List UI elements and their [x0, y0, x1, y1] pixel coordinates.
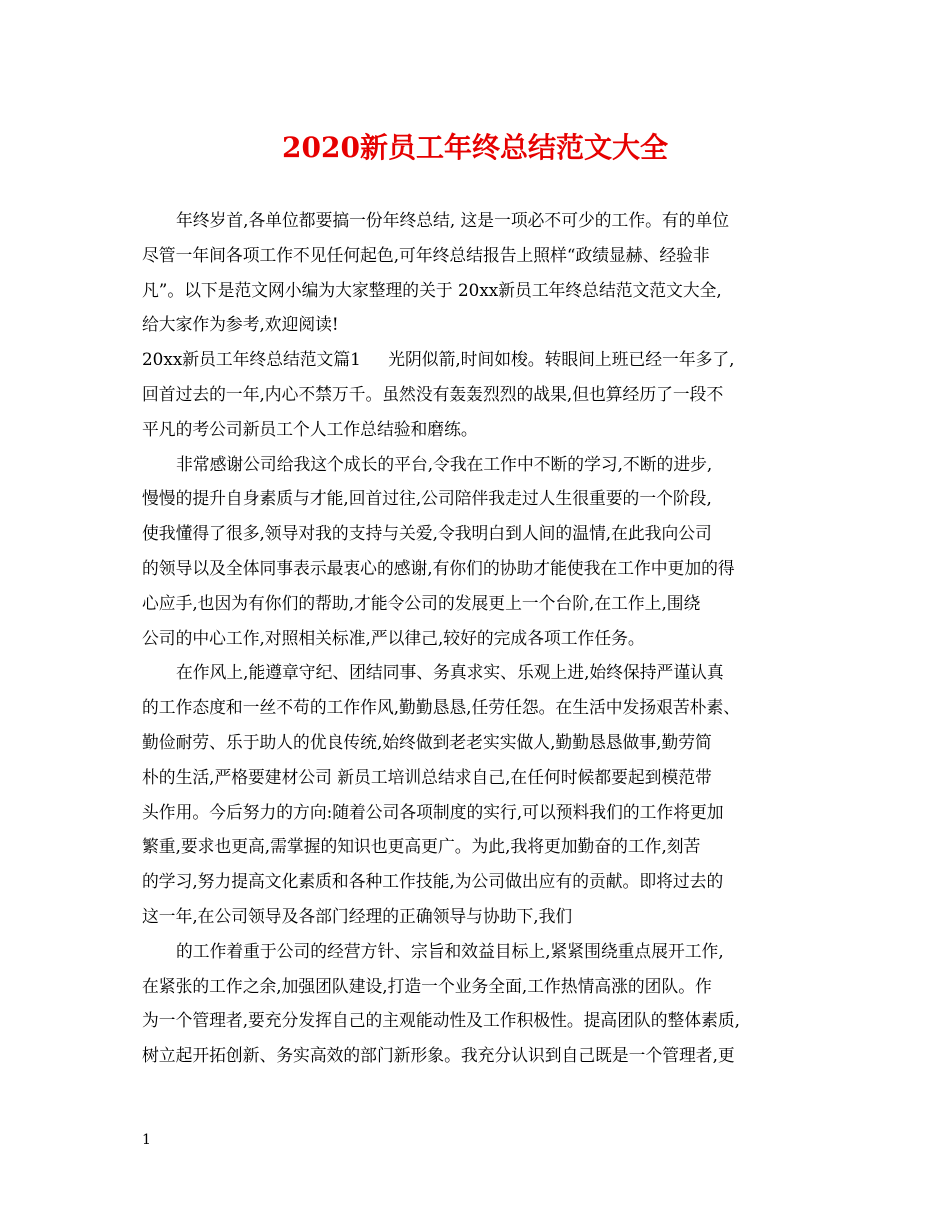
body-line: 勤俭耐劳、乐于助人的优良传统,始终做到老老实实做人,勤勤恳恳做事,勤劳简: [142, 731, 712, 752]
body-line: 尽管一年间各项工作不见任何起色,可年终总结报告上照样“政绩显赫、经验非: [142, 244, 710, 265]
document-body: [142, 203, 818, 1073]
body-line: 年终岁首,各单位都要搞一份年终总结, 这是一项必不可少的工作。有的单位: [176, 210, 730, 230]
page-number: 1: [142, 1132, 151, 1148]
body-line: 头作用。今后努力的方向:随着公司各项制度的实行,可以预料我们的工作将更加: [142, 801, 724, 822]
body-line: 的学习,努力提高文化素质和各种工作技能,为公司做出应有的贡献。即将过去的: [142, 871, 724, 892]
body-line: 给大家作为参考,欢迎阅读!: [142, 314, 339, 335]
body-line: 非常感谢公司给我这个成长的平台,令我在工作中不断的学习,不断的进步,: [176, 453, 713, 474]
body-line: 20xx新员工年终总结范文篇1 光阴似箭,时间如梭。转眼间上班已经一年多了,: [142, 349, 735, 370]
body-line: 心应手,也因为有你们的帮助,才能令公司的发展更上一个台阶,在工作上,围绕: [142, 592, 701, 613]
body-line: 回首过去的一年,内心不禁万千。虽然没有轰轰烈烈的战果,但也算经历了一段不: [142, 383, 724, 404]
body-line: 慢慢的提升自身素质与才能,回首过往,公司陪伴我走过人生很重要的一个阶段,: [142, 488, 712, 509]
body-line: 使我懂得了很多,领导对我的支持与关爱,令我明白到人间的温情,在此我向公司: [142, 523, 712, 544]
body-line: 平凡的考公司新员工个人工作总结验和磨练。: [142, 418, 478, 439]
document-title: 2020新员工年终总结范文大全: [282, 131, 668, 164]
body-line: 为一个管理者,要充分发挥自己的主观能动性及工作积极性。提高团队的整体素质,: [142, 1010, 741, 1031]
body-line: 的领导以及全体同事表示最衷心的感谢,有你们的协助才能使我在工作中更加的得: [142, 557, 735, 578]
body-line: 的工作着重于公司的经营方针、宗旨和效益目标上,紧紧围绕重点展开工作,: [176, 940, 724, 961]
body-line: 树立起开拓创新、务实高效的部门新形象。我充分认识到自己既是一个管理者,更: [142, 1045, 735, 1066]
body-line: 在作风上,能遵章守纪、团结同事、务真求实、乐观上进,始终保持严谨认真: [176, 662, 724, 683]
body-line: 朴的生活,严格要建材公司 新员工培训总结求自己,在任何时候都要起到模范带: [142, 766, 712, 787]
body-line: 公司的中心工作,对照相关标准,严以律己,较好的完成各项工作任务。: [142, 627, 645, 648]
body-line: 凡”。以下是范文网小编为大家整理的关于 20xx新员工年终总结范文范文大全,: [142, 279, 722, 300]
body-line: 这一年,在公司领导及各部门经理的正确领导与协助下,我们: [142, 905, 573, 926]
body-line: 在紧张的工作之余,加强团队建设,打造一个业务全面,工作热情高涨的团队。作: [142, 975, 712, 996]
body-line: 繁重,要求也更高,需掌握的知识也更高更广。为此,我将更加勤奋的工作,刻苦: [142, 836, 701, 857]
body-line: 的工作态度和一丝不苟的工作作风,勤勤恳恳,任劳任怨。在生活中发扬艰苦朴素、: [142, 697, 741, 718]
